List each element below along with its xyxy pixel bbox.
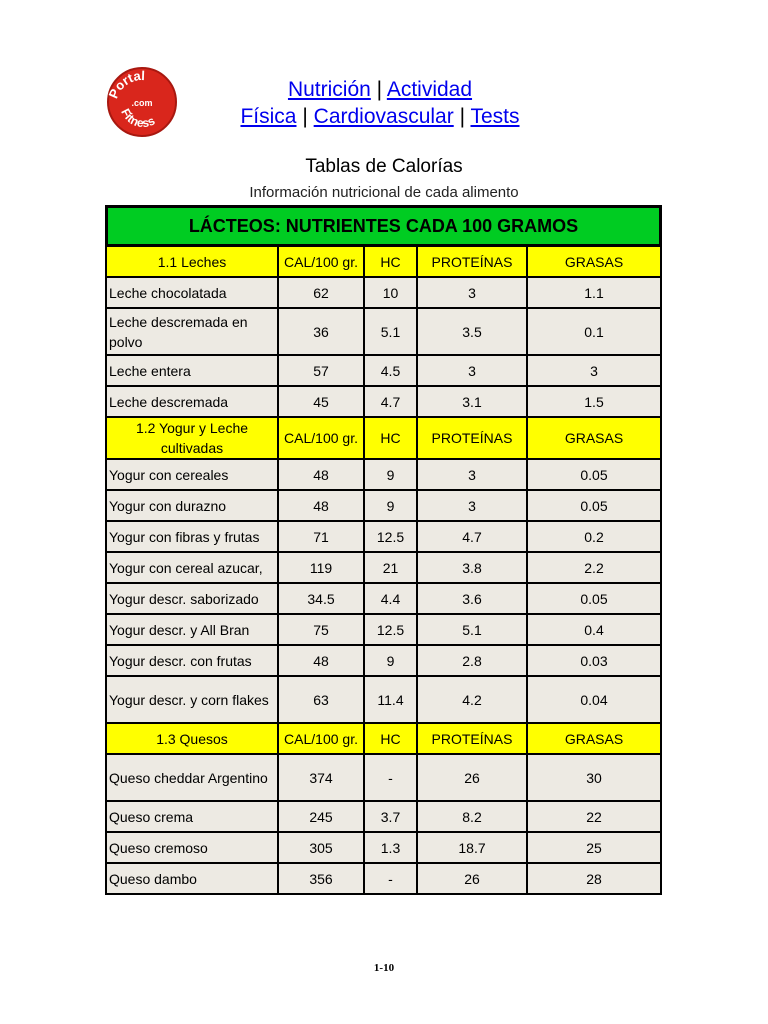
- value-cell: 30: [527, 754, 661, 801]
- table-main-header: LÁCTEOS: NUTRIENTES CADA 100 GRAMOS: [106, 206, 661, 246]
- column-header: GRASAS: [527, 417, 661, 459]
- value-cell: 10: [364, 277, 417, 308]
- section-header-row: [106, 723, 661, 754]
- column-header: CAL/100 gr.: [278, 723, 364, 754]
- column-header: HC: [364, 246, 417, 277]
- food-name-cell: Yogur descr. con frutas: [106, 645, 278, 676]
- column-header: PROTEÍNAS: [417, 723, 527, 754]
- column-header: GRASAS: [527, 246, 661, 277]
- table-row: [106, 863, 661, 894]
- value-cell: 71: [278, 521, 364, 552]
- column-header: PROTEÍNAS: [417, 417, 527, 459]
- value-cell: 18.7: [417, 832, 527, 863]
- value-cell: 356: [278, 863, 364, 894]
- value-cell: 48: [278, 645, 364, 676]
- table-row: [106, 277, 661, 308]
- table-main-header-row: [106, 206, 661, 246]
- value-cell: 3.8: [417, 552, 527, 583]
- value-cell: 57: [278, 355, 364, 386]
- nav-separator: |: [376, 78, 383, 101]
- value-cell: 305: [278, 832, 364, 863]
- value-cell: 4.5: [364, 355, 417, 386]
- section-header-row: [106, 246, 661, 277]
- value-cell: 5.1: [364, 308, 417, 355]
- food-name-cell: Queso cheddar Argentino: [106, 754, 278, 801]
- column-header: CAL/100 gr.: [278, 417, 364, 459]
- column-header: CAL/100 gr.: [278, 246, 364, 277]
- section-title: 1.1 Leches: [106, 246, 278, 277]
- section-header-row: [106, 417, 661, 459]
- nutrition-table: [105, 205, 662, 895]
- nav-link-actividad[interactable]: Actividad: [386, 78, 473, 101]
- value-cell: 63: [278, 676, 364, 723]
- value-cell: 9: [364, 490, 417, 521]
- food-name-cell: Yogur descr. saborizado: [106, 583, 278, 614]
- table-row: [106, 614, 661, 645]
- value-cell: 9: [364, 459, 417, 490]
- value-cell: 374: [278, 754, 364, 801]
- value-cell: 3.6: [417, 583, 527, 614]
- column-header: PROTEÍNAS: [417, 246, 527, 277]
- value-cell: 4.4: [364, 583, 417, 614]
- value-cell: 3.1: [417, 386, 527, 417]
- value-cell: 25: [527, 832, 661, 863]
- value-cell: 1.1: [527, 277, 661, 308]
- food-name-cell: Leche descremada: [106, 386, 278, 417]
- table-row: [106, 552, 661, 583]
- value-cell: 3: [417, 490, 527, 521]
- nav-link-nutricion[interactable]: Nutrición: [287, 78, 371, 101]
- table-row: [106, 832, 661, 863]
- value-cell: 3: [417, 459, 527, 490]
- value-cell: 21: [364, 552, 417, 583]
- food-name-cell: Queso dambo: [106, 863, 278, 894]
- value-cell: 12.5: [364, 614, 417, 645]
- page-subtitle: Información nutricional de cada alimento: [249, 184, 519, 201]
- value-cell: 45: [278, 386, 364, 417]
- nav-separator: |: [302, 105, 308, 128]
- value-cell: 0.2: [527, 521, 661, 552]
- value-cell: 34.5: [278, 583, 364, 614]
- food-name-cell: Yogur descr. y All Bran: [106, 614, 278, 645]
- value-cell: 26: [417, 863, 527, 894]
- value-cell: 26: [417, 754, 527, 801]
- nav-link-tests[interactable]: Tests: [470, 105, 520, 128]
- value-cell: 62: [278, 277, 364, 308]
- value-cell: 28: [527, 863, 661, 894]
- value-cell: 4.2: [417, 676, 527, 723]
- food-name-cell: Queso crema: [106, 801, 278, 832]
- food-name-cell: Yogur con durazno: [106, 490, 278, 521]
- table-row: [106, 459, 661, 490]
- section-title: 1.3 Quesos: [106, 723, 278, 754]
- value-cell: 75: [278, 614, 364, 645]
- value-cell: 0.04: [527, 676, 661, 723]
- table-row: [106, 386, 661, 417]
- value-cell: 2.2: [527, 552, 661, 583]
- value-cell: 0.05: [527, 459, 661, 490]
- value-cell: 0.1: [527, 308, 661, 355]
- value-cell: 1.3: [364, 832, 417, 863]
- top-navigation: [150, 76, 610, 130]
- food-name-cell: Yogur con cereales: [106, 459, 278, 490]
- food-name-cell: Leche chocolatada: [106, 277, 278, 308]
- value-cell: 4.7: [364, 386, 417, 417]
- value-cell: 11.4: [364, 676, 417, 723]
- page-title: Tablas de Calorías: [305, 156, 463, 177]
- value-cell: 5.1: [417, 614, 527, 645]
- value-cell: 1.5: [527, 386, 661, 417]
- section-title: 1.2 Yogur y Leche cultivadas: [106, 417, 278, 459]
- value-cell: 119: [278, 552, 364, 583]
- food-name-cell: Leche entera: [106, 355, 278, 386]
- value-cell: 12.5: [364, 521, 417, 552]
- table-row: [106, 676, 661, 723]
- food-name-cell: Leche descremada en polvo: [106, 308, 278, 355]
- value-cell: 3: [417, 277, 527, 308]
- table-row: [106, 521, 661, 552]
- value-cell: 22: [527, 801, 661, 832]
- value-cell: 48: [278, 459, 364, 490]
- svg-text:Fitness: Fitness: [118, 106, 158, 131]
- value-cell: 2.8: [417, 645, 527, 676]
- value-cell: 3: [527, 355, 661, 386]
- table-row: [106, 583, 661, 614]
- table-row: [106, 490, 661, 521]
- column-header: HC: [364, 417, 417, 459]
- table-row: [106, 754, 661, 801]
- table-row: [106, 801, 661, 832]
- column-header: HC: [364, 723, 417, 754]
- value-cell: 3: [417, 355, 527, 386]
- value-cell: 3.5: [417, 308, 527, 355]
- value-cell: -: [364, 754, 417, 801]
- value-cell: 0.4: [527, 614, 661, 645]
- food-name-cell: Yogur con cereal azucar,: [106, 552, 278, 583]
- value-cell: 0.03: [527, 645, 661, 676]
- svg-text:.com: .com: [131, 98, 153, 108]
- nav-separator: |: [459, 105, 466, 128]
- nav-link-cardiovascular[interactable]: Cardiovascular: [313, 105, 454, 128]
- food-name-cell: Yogur descr. y corn flakes: [106, 676, 278, 723]
- value-cell: 48: [278, 490, 364, 521]
- table-row: [106, 355, 661, 386]
- value-cell: 4.7: [417, 521, 527, 552]
- value-cell: 9: [364, 645, 417, 676]
- value-cell: 0.05: [527, 583, 661, 614]
- table-row: [106, 645, 661, 676]
- svg-text:Portal: Portal: [106, 67, 146, 101]
- value-cell: 0.05: [527, 490, 661, 521]
- food-name-cell: Queso cremoso: [106, 832, 278, 863]
- value-cell: 8.2: [417, 801, 527, 832]
- food-name-cell: Yogur con fibras y frutas: [106, 521, 278, 552]
- nav-link-fisica[interactable]: Física: [240, 105, 297, 128]
- value-cell: 36: [278, 308, 364, 355]
- value-cell: 245: [278, 801, 364, 832]
- column-header: GRASAS: [527, 723, 661, 754]
- page-number: 1-10: [373, 962, 395, 974]
- value-cell: 3.7: [364, 801, 417, 832]
- value-cell: -: [364, 863, 417, 894]
- table-row: [106, 308, 661, 355]
